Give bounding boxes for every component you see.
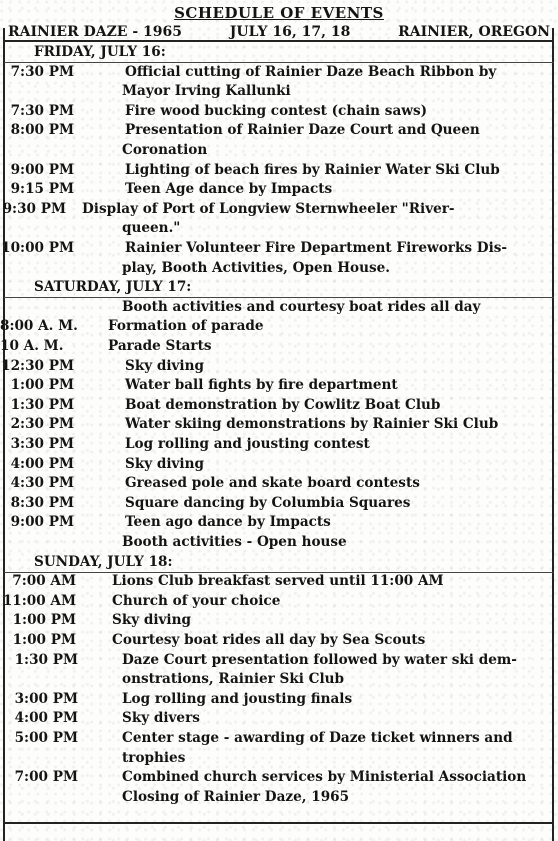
event-time: 2:30 PM [10,416,74,433]
schedule-row [0,573,558,593]
event-description: Boat demonstration by Cowlitz Boat Club [125,396,441,413]
schedule-row [0,377,558,397]
event-description: Mayor Irving Kallunki [122,83,291,100]
event-description: Water ball fights by fire department [125,377,398,394]
event-description: Official cutting of Rainier Daze Beach Ribbon by [125,63,497,80]
event-time: 8:30 PM [10,494,74,511]
event-description: Square dancing by Columbia Squares [125,494,411,511]
schedule-row [0,652,558,672]
day-heading [0,279,558,299]
event-description: Fire wood bucking contest (chain saws) [125,102,428,119]
event-time: 11:00 AM [2,592,76,609]
schedule-row-continuation [0,299,558,319]
schedule-row-continuation [0,789,558,809]
schedule-row [0,730,558,750]
event-description: Presentation of Rainier Daze Court and Queen [125,122,480,139]
schedule-row-continuation [0,142,558,162]
day-label: SATURDAY, JULY 17: [34,279,192,296]
event-time: 7:00 AM [12,573,76,590]
schedule-row [0,240,558,260]
schedule-row [0,691,558,711]
schedule-row-continuation [0,260,558,280]
event-description: Teen ago dance by Impacts [125,514,331,531]
schedule-row [0,162,558,182]
event-dates: JULY 16, 17, 18 [229,24,351,40]
event-description: Combined church services by Ministerial Association [122,769,527,786]
schedule-row [0,122,558,142]
schedule-row [0,103,558,123]
event-description: Coronation [122,142,208,158]
event-description: Rainier Volunteer Fire Department Fireworks Dis- [125,240,508,256]
schedule-row [0,397,558,417]
schedule-row-continuation [0,83,558,103]
schedule-row [0,475,558,495]
event-time: 7:00 PM [14,769,78,786]
event-description: Lions Club breakfast served until 11:00 AM [112,573,444,590]
day-heading [0,44,558,64]
schedule-row-continuation [0,750,558,770]
day-label: FRIDAY, JULY 16: [34,44,166,60]
event-description: Sky divers [122,710,200,727]
header-rule [4,40,554,42]
event-time: 9:00 PM [10,161,74,178]
event-description: Booth activities and courtesy boat rides all day [122,298,481,315]
schedule-row [0,416,558,436]
event-description: Log rolling and jousting finals [122,690,353,707]
event-description: trophies [122,749,186,766]
schedule-row-continuation [0,534,558,554]
event-time: 8:00 A. M. [0,318,78,335]
schedule-row [0,201,558,221]
event-description: onstrations, Rainier Ski Club [122,671,345,688]
schedule-title: SCHEDULE OF EVENTS [174,4,384,22]
bottom-rule [4,822,554,824]
schedule-row [0,632,558,652]
schedule-row [0,456,558,476]
event-description: Display of Port of Longview Sternwheeler "River- [82,200,455,217]
schedule-row [0,769,558,789]
event-description: Sky diving [112,612,191,629]
event-description: Church of your choice [112,592,281,609]
event-time: 10 A. M. [0,338,64,354]
event-time: 12:30 PM [1,357,74,374]
event-time: 4:30 PM [10,475,74,492]
section-rule [4,297,554,298]
event-name: RAINIER DAZE - 1965 [8,24,182,40]
event-time: 8:00 PM [10,122,74,139]
event-time: 9:00 PM [10,514,74,531]
event-description: Water skiing demonstrations by Rainier Ski Club [125,416,499,433]
event-description: Closing of Rainier Daze, 1965 [122,788,350,805]
event-header [8,24,550,40]
schedule-row [0,358,558,378]
event-place: RAINIER, OREGON [398,24,550,40]
section-rule [4,572,554,573]
schedule-row [0,593,558,613]
event-description: Sky diving [125,455,204,472]
event-time: 4:00 PM [14,710,78,727]
event-description: Log rolling and jousting contest [125,436,370,452]
day-label: SUNDAY, JULY 18: [34,553,173,570]
event-time: 1:30 PM [14,651,78,668]
event-description: Daze Court presentation followed by water ski dem- [122,651,517,668]
schedule-row [0,181,558,201]
event-description: Teen Age dance by Impacts [125,181,333,198]
event-time: 7:30 PM [10,63,74,80]
event-description: Sky diving [125,357,204,374]
event-description: Booth activities - Open house [122,534,347,550]
event-time: 3:30 PM [10,436,74,452]
event-description: Formation of parade [108,318,264,335]
schedule-row-continuation [0,671,558,691]
event-time: 1:30 PM [10,396,74,413]
event-time: 1:00 PM [12,612,76,629]
event-time: 4:00 PM [10,455,74,472]
event-time: 5:00 PM [14,730,78,746]
event-description: play, Booth Activities, Open House. [122,259,391,276]
schedule-row-continuation [0,220,558,240]
event-description: Lighting of beach fires by Rainier Water Ski Club [125,161,500,178]
section-rule [4,62,554,63]
schedule-row [0,318,558,338]
event-time: 3:00 PM [14,690,78,707]
schedule-row [0,338,558,358]
schedule-row [0,436,558,456]
schedule-row [0,710,558,730]
event-time: 9:30 PM [2,200,66,217]
schedule-row [0,612,558,632]
event-description: Greased pole and skate board contests [125,475,420,492]
event-time: 7:30 PM [10,102,74,119]
schedule-row [0,495,558,515]
event-time: 1:00 PM [12,632,76,648]
schedule-row [0,514,558,534]
event-time: 10:00 PM [1,240,74,256]
event-time: 9:15 PM [10,181,74,198]
event-description: Parade Starts [108,338,212,354]
event-description: Courtesy boat rides all day by Sea Scouts [112,632,426,648]
event-description: Center stage - awarding of Daze ticket winners and [122,730,513,746]
day-heading [0,554,558,574]
schedule-row [0,64,558,84]
event-time: 1:00 PM [10,377,74,394]
event-description: queen." [122,220,181,237]
